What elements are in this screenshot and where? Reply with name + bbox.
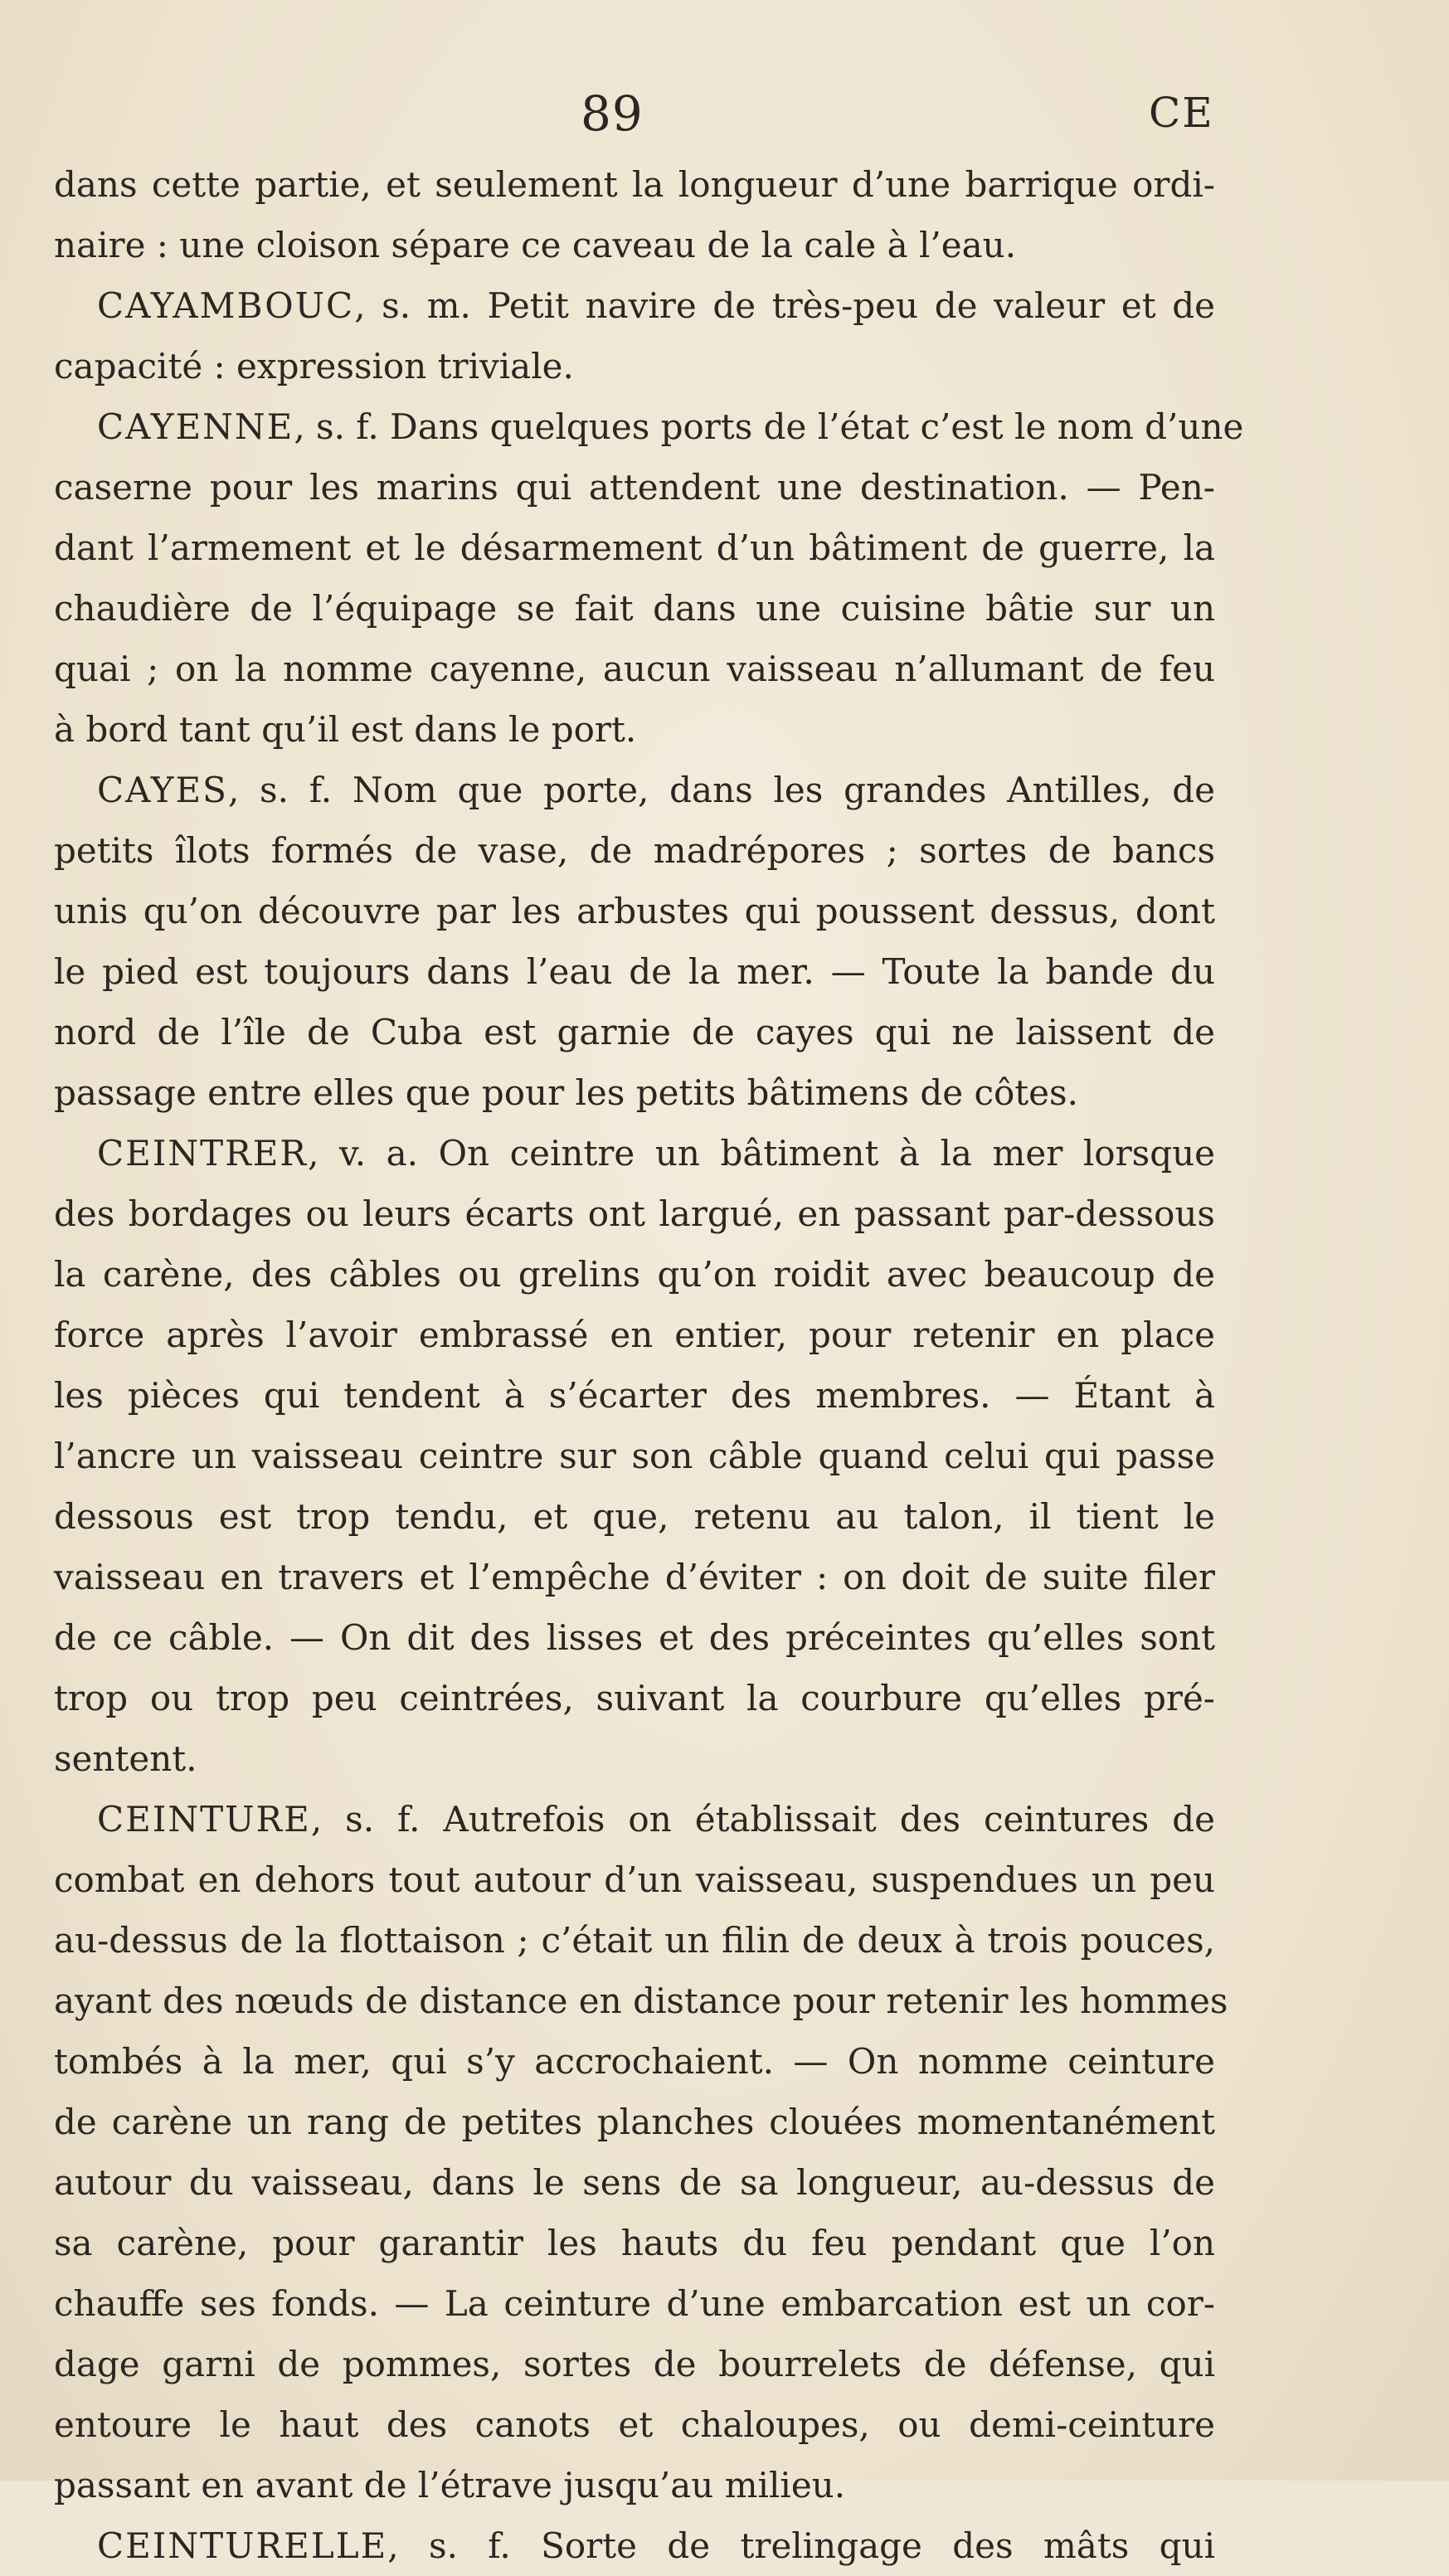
text-line	[54, 1365, 1215, 1426]
line-text: dessous est trop tendu, et que, retenu au talon, il tient le	[54, 1496, 1215, 1537]
line-text: l’ancre un vaisseau ceintre sur son câble quand celui qui passe	[54, 1436, 1215, 1476]
line-text: trop ou trop peu ceintrées, suivant la courbure qu’elles pré-	[54, 1678, 1215, 1718]
text-line	[54, 1607, 1215, 1668]
line-text: autour du vaisseau, dans le sens de sa longueur, au-dessus de	[54, 2162, 1215, 2203]
text-line	[54, 154, 1215, 215]
line-text: , s. f. Autrefois on établissait des ceintures de	[310, 1799, 1215, 1840]
text-line	[54, 1305, 1215, 1365]
running-head: CE	[1149, 89, 1214, 137]
entry-first-line	[54, 1789, 1215, 1849]
text-line	[54, 1668, 1215, 1728]
line-text: dant l’armement et le désarmement d’un bâtiment de guerre, la	[54, 527, 1215, 568]
line-text: quai ; on la nomme cayenne, aucun vaisseau n’allumant de feu	[54, 649, 1215, 689]
line-text: des bordages ou leurs écarts ont largué, en passant par-dessous	[54, 1193, 1215, 1234]
entry-headword: CEINTURELLE	[97, 2525, 388, 2566]
line-text: ayant des nœuds de distance en distance pour retenir les hommes	[54, 1981, 1228, 2021]
entry-headword: CAYES	[97, 770, 228, 810]
text-line	[54, 1244, 1215, 1305]
line-text: chauffe ses fonds. — La ceinture d’une embarcation est un cor-	[54, 2283, 1215, 2324]
line-text: force après l’avoir embrassé en entier, pour retenir en place	[54, 1315, 1215, 1355]
text-line	[54, 639, 1215, 699]
text-line	[54, 1062, 1215, 1123]
text-line	[54, 820, 1215, 881]
text-line	[54, 1971, 1228, 2031]
line-text: au-dessus de la flottaison ; c’était un filin de deux à trois pouces,	[54, 1920, 1215, 1961]
line-text: tombés à la mer, qui s’y accrochaient. — On nomme ceinture	[54, 2041, 1215, 2082]
line-text: dage garni de pommes, sortes de bourrelets de défense, qui	[54, 2344, 1215, 2384]
text-line	[54, 2273, 1215, 2334]
text-line	[54, 1910, 1215, 1971]
line-text: sa carène, pour garantir les hauts du feu pendant que l’on	[54, 2223, 1215, 2263]
text-line	[54, 457, 1215, 518]
text-line	[54, 2213, 1215, 2273]
entry-headword: CEINTRER	[97, 1133, 309, 1174]
entry-headword: CEINTURE	[97, 1799, 311, 1840]
text-line	[54, 699, 1215, 760]
line-text: combat en dehors tout autour d’un vaisseau, suspendues un peu	[54, 1859, 1215, 1900]
text-line	[54, 1426, 1215, 1486]
text-line	[54, 2031, 1215, 2092]
text-line	[54, 215, 1215, 275]
line-text: passant en avant de l’étrave jusqu’au milieu.	[54, 2465, 846, 2506]
entry-first-line	[54, 396, 1244, 457]
text-line	[54, 1486, 1215, 1547]
text-line	[54, 2394, 1215, 2455]
text-line	[54, 578, 1215, 639]
entry-first-line	[54, 1123, 1215, 1184]
line-text: , s. f. Dans quelques ports de l’état c’est le nom d’une	[294, 406, 1244, 447]
entry-first-line	[54, 2515, 1215, 2576]
line-text: , s. m. Petit navire de très-peu de valeur et de	[354, 285, 1215, 326]
text-line	[54, 941, 1215, 1002]
line-text: chaudière de l’équipage se fait dans une cuisine bâtie sur un	[54, 588, 1215, 629]
line-text: à bord tant qu’il est dans le port.	[54, 709, 637, 750]
line-text: dans cette partie, et seulement la longueur d’une barrique ordi-	[54, 164, 1215, 205]
line-text: capacité : expression triviale.	[54, 346, 574, 386]
line-text: entoure le haut des canots et chaloupes, ou demi-ceinture	[54, 2404, 1215, 2445]
line-text: nord de l’île de Cuba est garnie de cayes qui ne laissent de	[54, 1012, 1215, 1052]
line-text: les pièces qui tendent à s’écarter des membres. — Étant à	[54, 1375, 1215, 1416]
line-text: , s. f. Nom que porte, dans les grandes Antilles, de	[227, 770, 1215, 810]
line-text: vaisseau en travers et l’empêche d’éviter : on doit de suite filer	[54, 1557, 1215, 1597]
line-text: la carène, des câbles ou grelins qu’on roidit avec beaucoup de	[54, 1254, 1215, 1295]
text-line	[54, 1849, 1215, 1910]
line-text: petits îlots formés de vase, de madrépores ; sortes de bancs	[54, 830, 1215, 871]
line-text: naire : une cloison sépare ce caveau de la cale à l’eau.	[54, 225, 1017, 265]
line-text: , v. a. On ceintre un bâtiment à la mer lorsque	[308, 1133, 1215, 1174]
dictionary-text	[54, 154, 1244, 2576]
line-text: passage entre elles que pour les petits bâtimens de côtes.	[54, 1072, 1078, 1113]
text-line	[54, 2334, 1215, 2394]
page-header	[0, 79, 1449, 145]
text-line	[54, 1728, 1215, 1789]
line-text: le pied est toujours dans l’eau de la mer. — Toute la bande du	[54, 951, 1215, 992]
entry-headword: CAYAMBOUC	[97, 285, 355, 326]
text-line	[54, 1184, 1215, 1244]
text-line	[54, 1547, 1215, 1607]
line-text: , s. f. Sorte de trelingage des mâts qui	[387, 2525, 1215, 2566]
entry-headword: CAYENNE	[97, 406, 294, 447]
line-text: caserne pour les marins qui attendent une destination. — Pen-	[54, 467, 1215, 508]
text-line	[54, 881, 1215, 941]
page-number: 89	[581, 85, 644, 142]
text-line	[54, 518, 1215, 578]
text-line	[54, 1002, 1215, 1062]
text-line	[54, 336, 1215, 396]
entry-first-line	[54, 275, 1215, 336]
line-text: de ce câble. — On dit des lisses et des préceintes qu’elles sont	[54, 1617, 1215, 1658]
text-line	[54, 2092, 1215, 2152]
text-line	[54, 2455, 1215, 2515]
line-text: sentent.	[54, 1738, 197, 1779]
entry-first-line	[54, 760, 1215, 820]
text-line	[54, 2152, 1215, 2213]
line-text: de carène un rang de petites planches clouées momentanément	[54, 2102, 1215, 2142]
line-text: unis qu’on découvre par les arbustes qui poussent dessus, dont	[54, 891, 1215, 931]
